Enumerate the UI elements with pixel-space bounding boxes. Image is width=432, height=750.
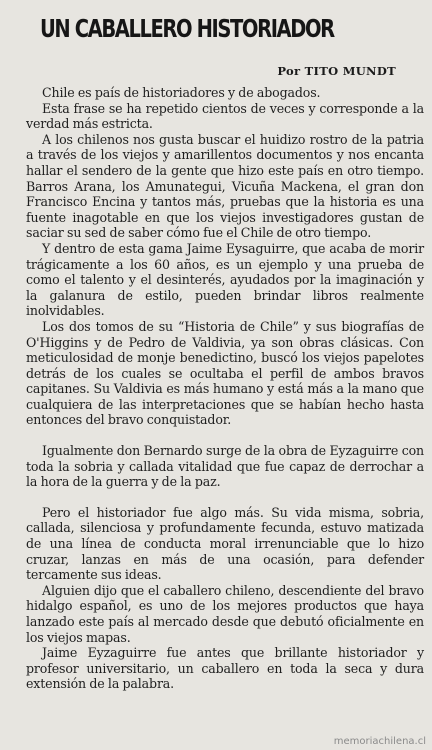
column-break: [26, 428, 424, 443]
paragraph-1: Chile es país de historiadores y de abogados.: [42, 85, 321, 100]
column-break-2: [26, 490, 424, 505]
paragraph-3: A los chilenos nos gusta buscar el huidizo rostro de la patria a través de los viejos y amarillentos documentos y nos encanta hallar el sendero de la gente que hizo este país en otro tiempo. Barros Arana, los Amunategui, Vicuña Mackena, el gran don Francisco Encina y tantos más, pruebas que la historia es una fuente inagotable en que los viejos investigadores gustan de saciar su sed de saber cómo fue el Chile de otro tiempo.: [26, 131, 424, 241]
paragraph-9: Jaime Eyzaguirre fue antes que brillante historiador y profesor universitario, un caballero en toda la seca y dura extensión de la palabra.: [26, 645, 424, 692]
paragraph-2: Esta frase se ha repetido cientos de veces y corresponde a la verdad más estricta.: [26, 100, 424, 132]
article-title: UN CABALLERO HISTORIADOR: [40, 14, 334, 43]
paragraph-5: Los dos tomos de su “Historia de Chile” y sus biografías de O'Higgins y de Pedro de Valdivia, ya son obras clásicas. Con meticulosidad de monje benedictino, buscó los viejos papelotes detrás de los cuales se ocultaba el perfil de ambos bravos capitanes. Su Valdivia es más humano y está más a la mano que cualquiera de las interpretaciones que se habían hecho hasta entonces del bravo conquistador.: [26, 318, 424, 428]
paragraph-7: Pero el historiador fue algo más. Su vida misma, sobria, callada, silenciosa y profundamente fecunda, estuvo matizada de una línea de conducta moral irrenunciable que lo hizo cruzar, lanzas en más de una ocasión, para defender tercamente sus ideas.: [26, 504, 424, 583]
paragraph-8: Alguien dijo que el caballero chileno, descendiente del bravo hidalgo español, es uno de los mejores productos que haya lanzado este país al mercado desde que debutó oficialmente en los viejos mapas.: [26, 582, 424, 645]
article-byline: Por TITO MUNDT: [277, 64, 396, 78]
source-watermark: memoriachilena.cl: [333, 736, 426, 747]
paragraph-6: Igualmente don Bernardo surge de la obra de Eyzaguirre con toda la sobria y callada vitalidad que fue capaz de derrochar a la hora de la guerra y de la paz.: [26, 443, 424, 490]
paragraph-4: Y dentro de esta gama Jaime Eysaguirre, que acaba de morir trágicamente a los 60 años, es un ejemplo y una prueba de como el talento y el desinterés, ayudados por la imaginación y la galanura de estilo, pueden brindar libros realmente inolvidables.: [26, 240, 424, 319]
article-body: [26, 85, 424, 692]
